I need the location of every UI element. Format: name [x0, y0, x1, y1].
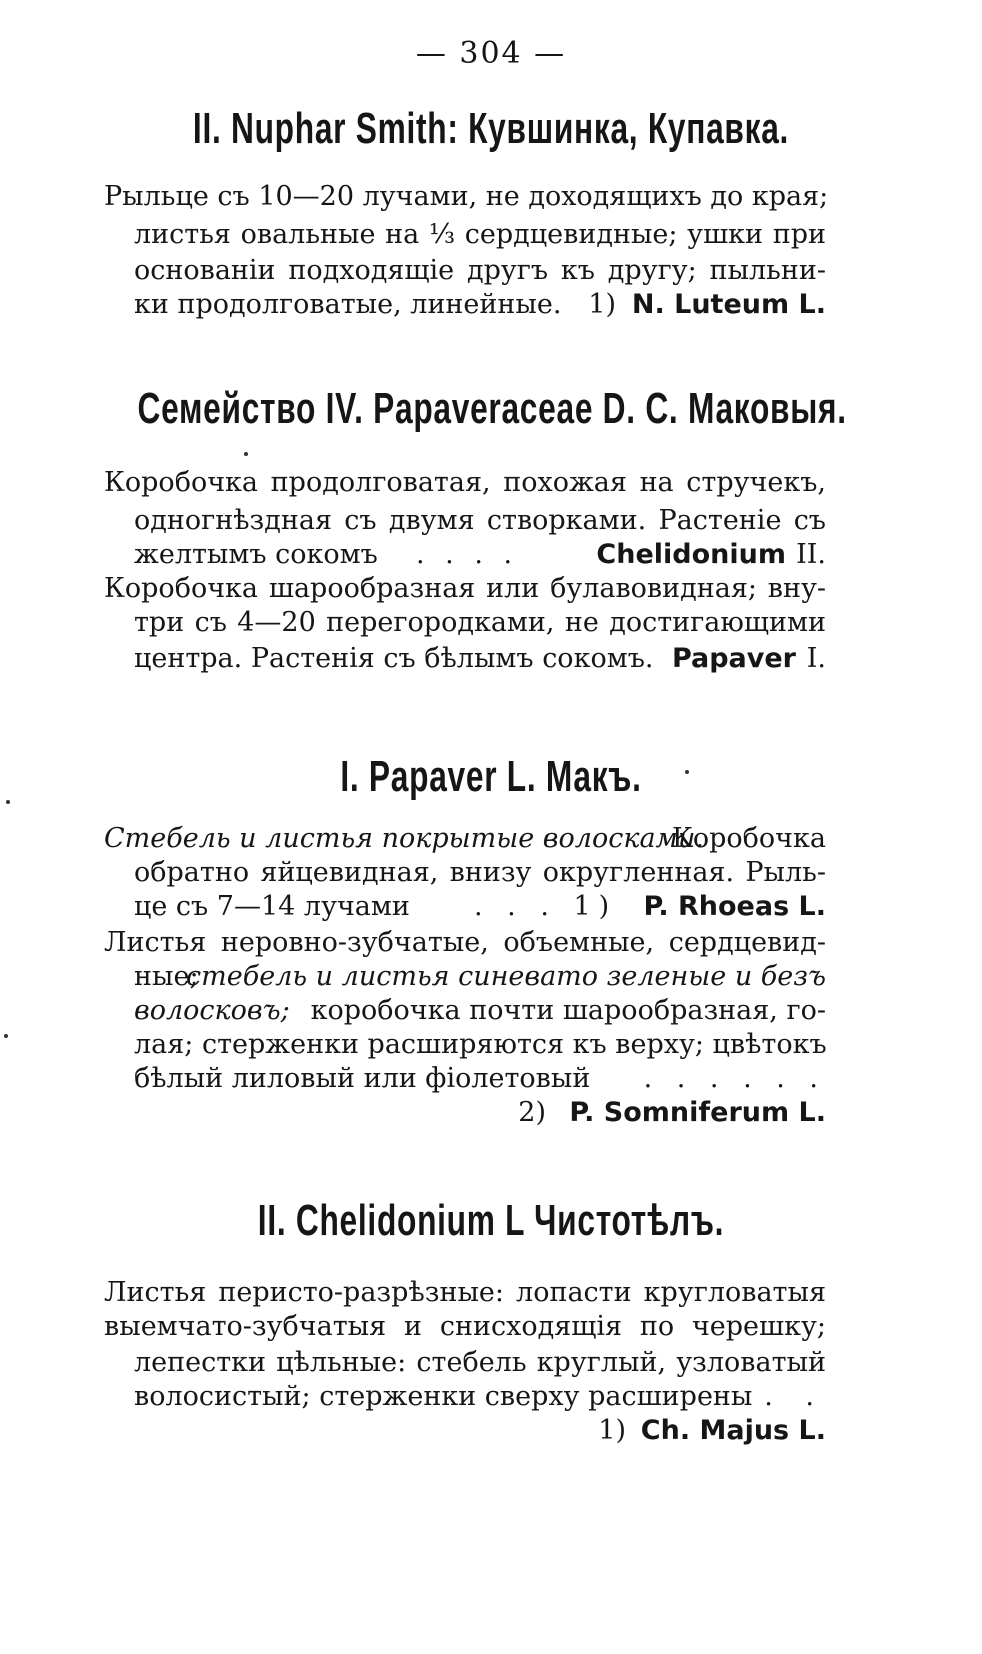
- section-heading-papaveraceae: Семейство IV. Papaveraceae D. C. Маковыя.: [137, 384, 847, 433]
- print-speck: [6, 800, 10, 804]
- species-name: P. Somniferum L.: [569, 1097, 826, 1128]
- genus-number: I.: [806, 643, 826, 674]
- genus-name: Papaver: [671, 643, 796, 674]
- text-line: Коробочка продолговатая, похожая на стручекъ,: [104, 467, 826, 498]
- text-line: Листья перисто-разрѣзные: лопасти кругловатыя: [104, 1277, 826, 1308]
- italic-text: волосковъ;: [134, 995, 290, 1026]
- line-text: це съ 7—14 лучами: [134, 891, 410, 922]
- text-line: [104, 822, 826, 856]
- section-heading-nuphar: II. Nuphar Smith: Кувшинка, Купавка.: [192, 104, 790, 153]
- species-number: . . . 1): [474, 891, 618, 922]
- print-speck: [244, 452, 248, 456]
- text-line: лепестки цѣльные: стебель круглый, узловатый: [134, 1347, 826, 1378]
- line-text: желтымъ сокомъ: [134, 539, 378, 570]
- text-line: Листья неровно-зубчатые, объемные, сердцевид-: [104, 927, 826, 958]
- key-line-rhoeas: [134, 890, 826, 924]
- species-number: 1): [598, 1415, 626, 1446]
- line-text: коробочка почти шарообразная, го-: [310, 995, 826, 1026]
- section-heading-chelidonium: II. Chelidonium L Чистотѣлъ.: [257, 1196, 725, 1245]
- species-name: P. Rhoeas L.: [643, 891, 826, 922]
- species-number: 1): [588, 289, 616, 320]
- key-line-chelidonium: [134, 538, 826, 572]
- italic-text: Стебель и листья покрытые волосками.: [104, 823, 704, 854]
- text-line: основаніи подходящіе другъ къ другу; пыльни-: [134, 255, 826, 286]
- genus-number: II.: [796, 539, 826, 570]
- text-line: обратно яйцевидная, внизу округленная. Рыль-: [134, 857, 826, 888]
- line-text: центра. Растенія съ бѣлымъ сокомъ.: [134, 643, 654, 674]
- text-line-with-species: [134, 288, 826, 322]
- text-line: листья овальные на ⅓ сердцевидные; ушки при: [134, 219, 826, 250]
- line-text: бѣлый лиловый или фіолетовый: [134, 1063, 591, 1094]
- text-line: выемчато-зубчатыя и снисходящія по черешку;: [104, 1311, 826, 1342]
- line-text: ки продолговатые, линейные.: [134, 289, 562, 320]
- key-line-papaver: [134, 642, 826, 676]
- leader-dots: . . . . . .: [643, 1063, 826, 1094]
- line-text: ные;: [134, 961, 199, 992]
- print-speck: [685, 770, 689, 774]
- text-line: одногнѣздная съ двумя створками. Растеніе съ: [134, 505, 826, 536]
- text-line: [134, 960, 826, 994]
- line-text: Коробочка: [671, 823, 826, 854]
- text-line: Коробочка шарообразная или булавовидная; вну-: [104, 573, 826, 604]
- text-line: [134, 1380, 826, 1414]
- line-text: волосистый; стерженки сверху расширены: [134, 1381, 753, 1412]
- text-line: [134, 994, 826, 1028]
- leader-dots: . .: [764, 1381, 826, 1412]
- text-line: три съ 4—20 перегородками, не достигающими: [134, 607, 826, 638]
- section-heading-papaver: I. Papaver L. Макъ.: [340, 752, 642, 801]
- species-name: Ch. Majus L.: [640, 1415, 826, 1446]
- italic-text: стебель и листья синевато зеленые и безъ: [186, 961, 826, 992]
- leader-dots: . . . .: [416, 539, 519, 570]
- page-number: — 304 —: [415, 36, 567, 71]
- species-number: 2): [518, 1097, 546, 1128]
- print-speck: [4, 1034, 8, 1038]
- text-line: Рыльце съ 10—20 лучами, не доходящихъ до края;: [104, 181, 829, 212]
- text-line: лая; стерженки расширяются къ верху; цвѣтокъ: [134, 1029, 827, 1060]
- text-line: [134, 1062, 826, 1096]
- genus-name: Chelidonium: [596, 539, 786, 570]
- species-name: N. Luteum L.: [631, 289, 826, 320]
